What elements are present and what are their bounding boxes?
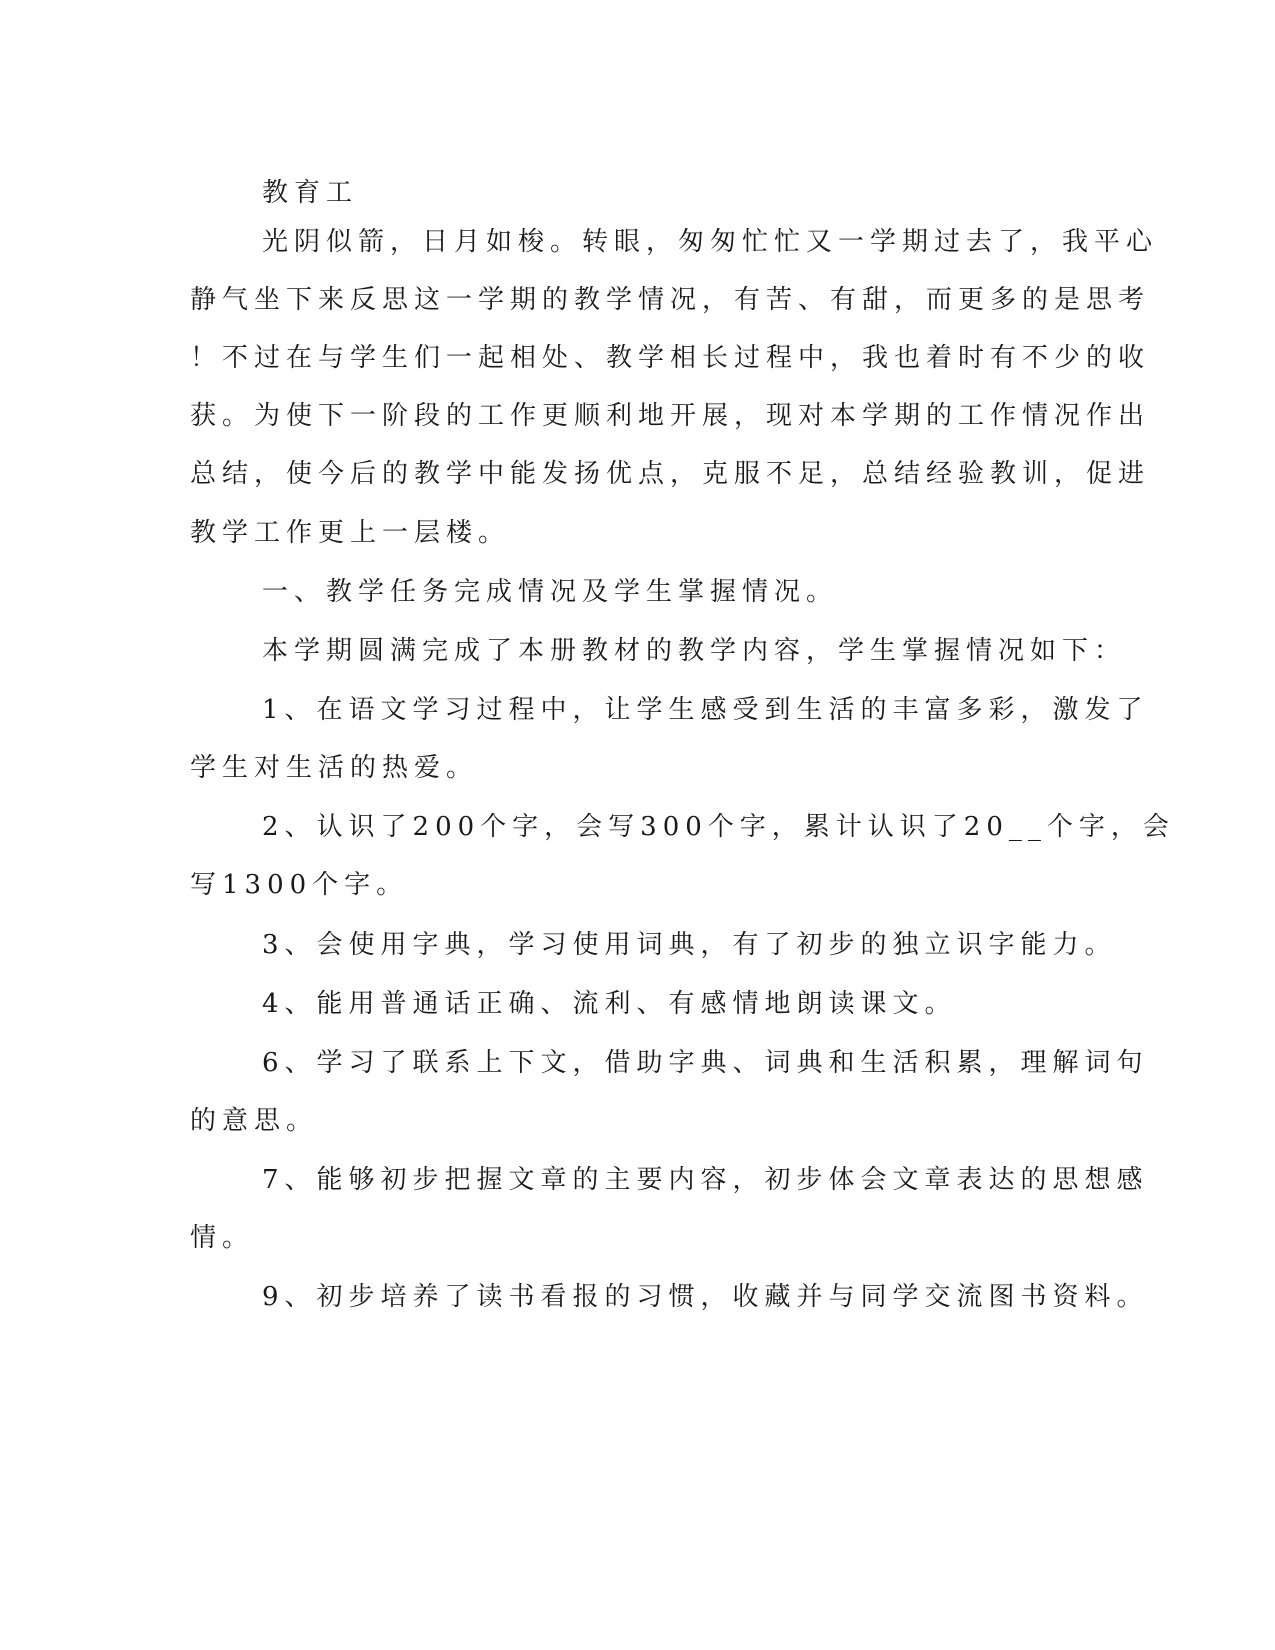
list-item-line: 学生对生活的热爱。	[190, 753, 479, 783]
list-item-line: 7、能够初步把握文章的主要内容，初步体会文章表达的思想感	[262, 1165, 1149, 1195]
list-item-line: 6、学习了联系上下文，借助字典、词典和生活积累，理解词句	[262, 1048, 1149, 1078]
list-item-line: 2、认识了200个字，会写300个字，累计认识了20__个字，会	[262, 812, 1175, 842]
list-item-line: 情。	[190, 1223, 255, 1253]
list-item-line: 3、会使用字典，学习使用词典，有了初步的独立识字能力。	[262, 930, 1117, 960]
list-item-line: 1、在语文学习过程中，让学生感受到生活的丰富多彩，激发了	[262, 695, 1149, 725]
paragraph-line: 总结，使今后的教学中能发扬优点，克服不足，总结经验教训，促进	[190, 459, 1151, 489]
list-item-line: 4、能用普通话正确、流利、有感情地朗读课文。	[262, 989, 957, 1019]
paragraph-line: 本学期圆满完成了本册教材的教学内容，学生掌握情况如下：	[262, 636, 1127, 666]
paragraph-line: 静气坐下来反思这一学期的教学情况，有苦、有甜，而更多的是思考	[190, 285, 1151, 315]
paragraph-line: 获。为使下一阶段的工作更顺利地开展，现对本学期的工作情况作出	[190, 401, 1151, 431]
paragraph-line: 教学工作更上一层楼。	[190, 518, 511, 548]
list-item-line: 的意思。	[190, 1106, 319, 1136]
paragraph-line: ！不过在与学生们一起相处、教学相长过程中，我也着时有不少的收	[190, 343, 1151, 373]
list-item-line: 写1300个字。	[190, 870, 409, 900]
list-item-line: 9、初步培养了读书看报的习惯，收藏并与同学交流图书资料。	[262, 1282, 1149, 1312]
document-heading: 教育工	[262, 178, 359, 208]
section-heading: 一、教学任务完成情况及学生掌握情况。	[262, 577, 839, 607]
paragraph-line: 光阴似箭，日月如梭。转眼，匆匆忙忙又一学期过去了，我平心	[262, 227, 1159, 257]
